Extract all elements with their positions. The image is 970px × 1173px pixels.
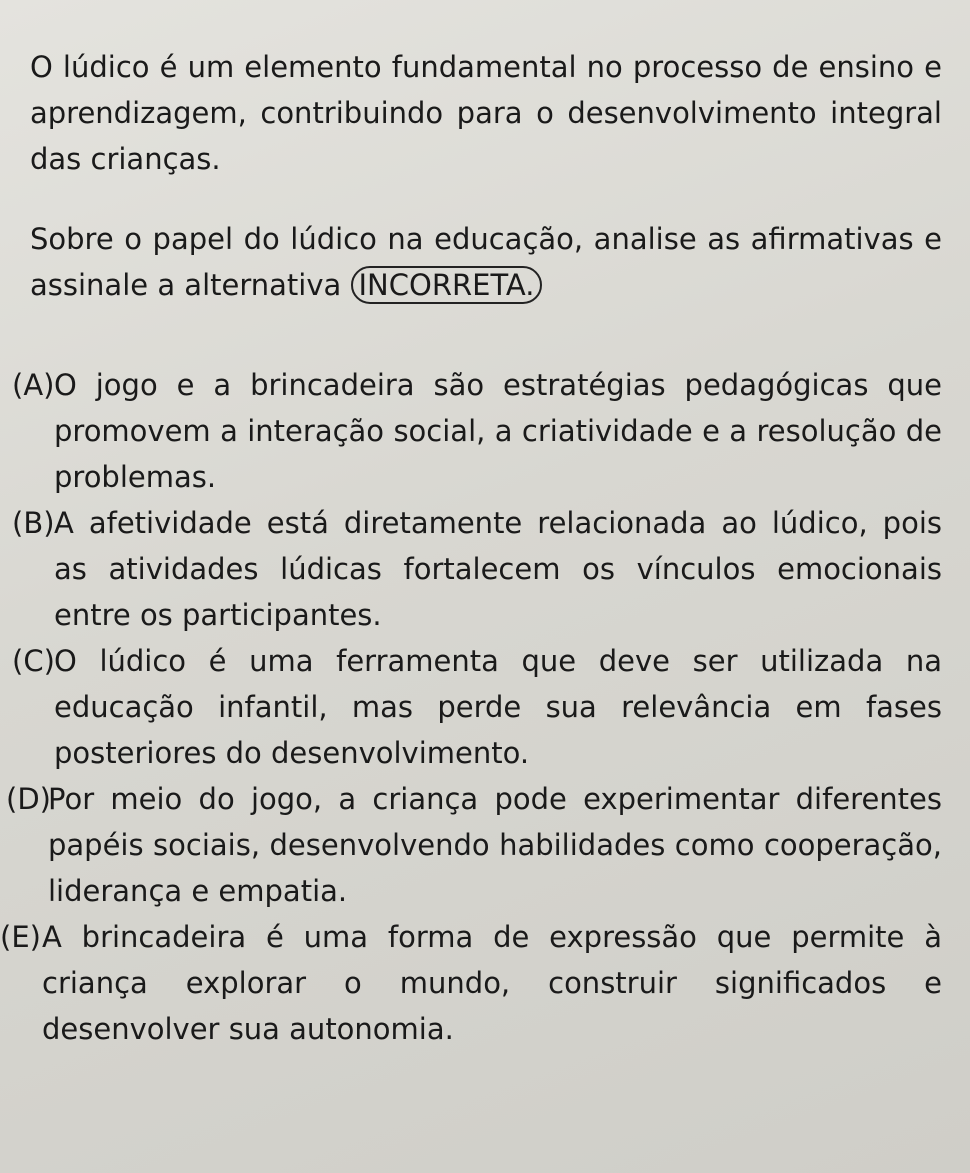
question-prompt [30, 216, 942, 308]
alternative-e[interactable] [0, 914, 942, 1052]
alternative-a-letter: (A) [12, 368, 55, 402]
alternative-a-text: O jogo e a brincadeira são estratégias pedagógicas que promovem a interação social, a criatividade e a resolução de problemas. [54, 368, 942, 494]
question-text [30, 216, 942, 308]
alternative-e-text: A brincadeira é uma forma de expressão que permite à criança explorar o mundo, construir significados e desenvolver sua autonomia. [42, 920, 942, 1046]
intro-text: O lúdico é um elemento fundamental no processo de ensino e aprendizagem, contribuindo para o desenvolvimento integral das crianças. [30, 50, 942, 176]
alternative-a[interactable] [12, 362, 942, 500]
question-text-before: Sobre o papel do lúdico na educação, analise as afirmativas e assinale a alternativa [30, 222, 942, 302]
alternative-c-text: O lúdico é uma ferramenta que deve ser utilizada na educação infantil, mas perde sua relevância em fases posteriores do desenvolvimento. [54, 644, 942, 770]
alternative-e-letter: (E) [0, 920, 41, 954]
alternative-b-letter: (B) [12, 506, 55, 540]
question-keyword-circled: INCORRETA. [351, 266, 543, 304]
alternative-c[interactable] [12, 638, 942, 776]
alternatives-list [0, 362, 942, 1052]
alternative-d-text: Por meio do jogo, a criança pode experimentar diferentes papéis sociais, desenvolvendo habilidades como cooperação, liderança e empatia. [48, 782, 942, 908]
alternative-c-letter: (C) [12, 644, 55, 678]
alternative-b[interactable] [12, 500, 942, 638]
alternative-d-letter: (D) [6, 782, 51, 816]
alternative-d[interactable] [6, 776, 942, 914]
alternative-b-text: A afetividade está diretamente relacionada ao lúdico, pois as atividades lúdicas fortalecem os vínculos emocionais entre os participantes. [54, 506, 942, 632]
intro-statement [30, 44, 942, 182]
